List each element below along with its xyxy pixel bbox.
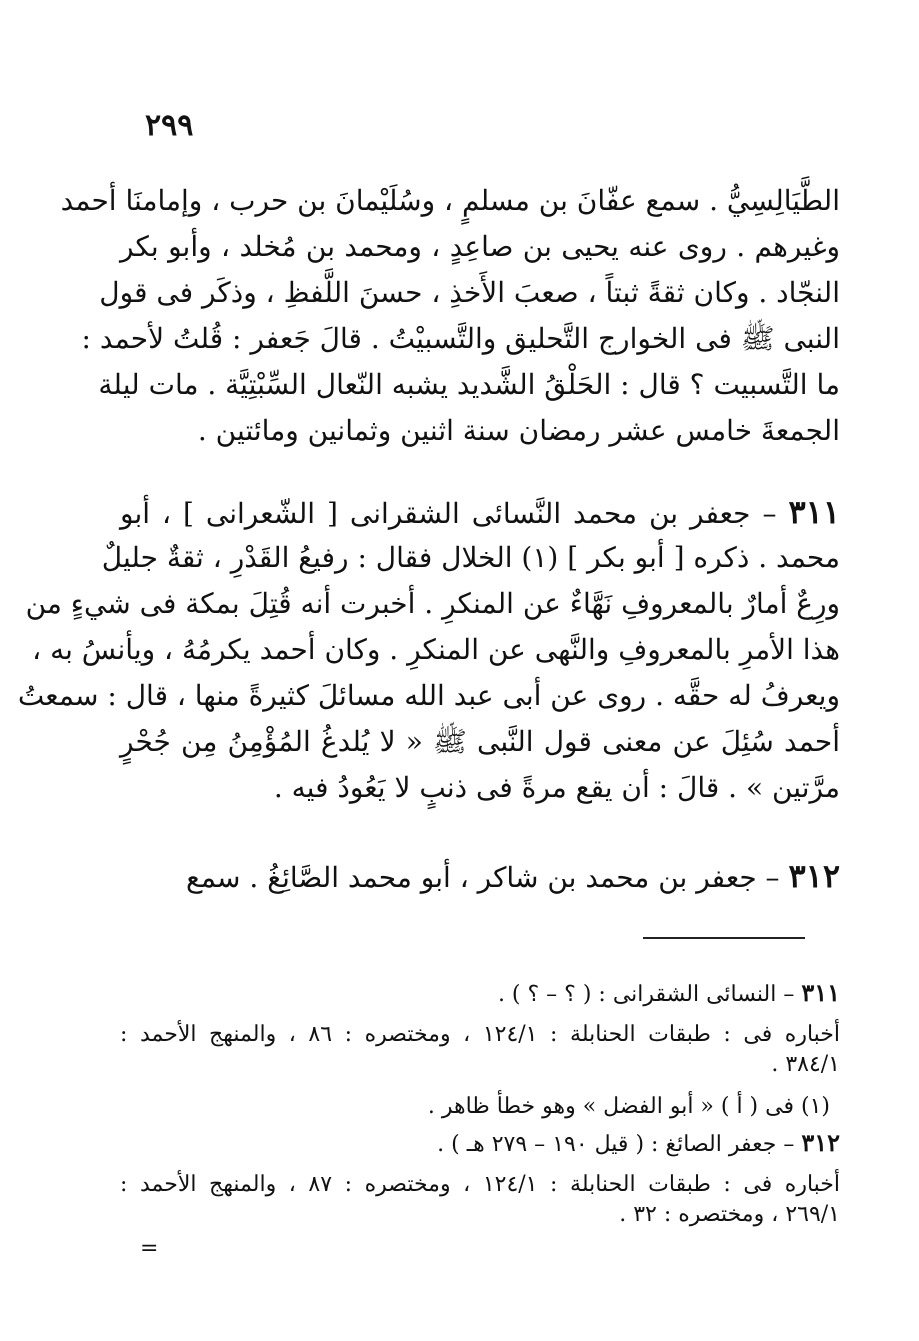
text-line: الطَّيَالِسِيُّ . سمع عفّانَ بن مسلمٍ ، وسُلَيْمانَ بن حرب ، وإمامنَا أحمد [60, 184, 840, 217]
entry-311 [17, 489, 840, 811]
text-line: ما التَّسبيت ؟ قال : الحَلْقُ الشَّديد يشبه النّعال السِّبْتِيَّة . مات ليلة [98, 368, 840, 401]
footnote-entry-number: ٣١١ [801, 978, 840, 1007]
continuation-mark: = [140, 1236, 159, 1261]
entry-heading-line [120, 853, 840, 899]
footnote-sources: ٢٦٩/١ ، ومختصره : ٣٢ . [619, 1202, 840, 1227]
text-line: النبى ﷺ فى الخوارج التَّحليق والتَّسبيْتُ . قالَ جَعفر : قُلتُ لأحمد : [81, 322, 840, 355]
footnote-sources: ٣٨٤/١ . [771, 1052, 840, 1077]
page-number: ٢٩٩ [145, 108, 194, 143]
text-line: ورِعٌ أمارٌ بالمعروفِ نَهَّاءٌ عن المنكرِ . أخبرت أنه قُتِلَ بمكة فى شيءٍ من [25, 587, 840, 620]
text-line: محمد . ذكره [ أبو بكر ] (١) الخلال فقال : رفيعُ القَدْرِ ، ثقةٌ جليلٌ [101, 541, 840, 574]
text-line: النجّاد . وكان ثقةً ثبتاً ، صعبَ الأَخذِ ، حسنَ اللَّفظِ ، وذكَر فى قول [99, 276, 840, 309]
entry-heading-text: – جعفر بن محمد بن شاكر ، أبو محمد الصَّائِغُ . سمع [185, 861, 780, 894]
text-line: أحمد سُئِلَ عن معنى قول النَّبى ﷺ « لا يُلدغُ المُؤْمِنُ مِن جُحْرٍ [120, 725, 840, 758]
footnote-sources: أخباره فى : طبقات الحنابلة : ١٢٤/١ ، ومختصره : ٨٧ ، والمنهج الأحمد : [120, 1172, 840, 1197]
footnote-entry-311 [120, 978, 840, 1008]
entry-number: ٣١١ [788, 493, 840, 531]
paragraph-continuation [60, 178, 840, 454]
footnote-separator [643, 937, 805, 939]
footnote-entry-title: – جعفر الصائغ : ( قيل ١٩٠ – ٢٧٩ هـ ) . [437, 1132, 795, 1157]
text-line: الجمعةَ خامس عشر رمضان سنة اثنين وثمانين ومائتين . [197, 414, 840, 447]
entry-heading-line [120, 489, 840, 535]
entry-heading-text: – جعفر بن محمد النَّسائى الشقرانى [ الشّعرانى ] ، أبو [120, 497, 777, 530]
footnote-entry-312 [120, 1128, 840, 1158]
footnote-sources: أخباره فى : طبقات الحنابلة : ١٢٤/١ ، ومختصره : ٨٦ ، والمنهج الأحمد : [120, 1022, 840, 1047]
text-line: هذا الأمرِ بالمعروفِ والنَّهى عن المنكرِ . وكان أحمد يكرمُهُ ، ويأنسُ به ، [32, 633, 840, 666]
footnote-entry-number: ٣١٢ [801, 1128, 840, 1157]
text-line: وغيرهم . روى عنه يحيى بن صاعِدٍ ، ومحمد بن مُخلد ، وأبو بكر [120, 230, 840, 263]
footnote-1: (١) فى ( أ ) « أبو الفضل » وهو خطأ ظاهر . [427, 1094, 830, 1119]
text-line: مرَّتين » . قالَ : أن يقع مرةً فى ذنبٍ لا يَعُودُ فيه . [273, 771, 840, 804]
entry-number: ٣١٢ [788, 857, 840, 895]
footnote-entry-title: – النسائى الشقرانى : ( ؟ – ؟ ) . [497, 982, 795, 1007]
footnotes [120, 978, 840, 1230]
text-line: ويعرفُ له حقَّه . روى عن أبى عبد الله مسائلَ كثيرةً منها ، قال : سمعتُ [17, 679, 840, 712]
entry-312 [120, 853, 840, 899]
